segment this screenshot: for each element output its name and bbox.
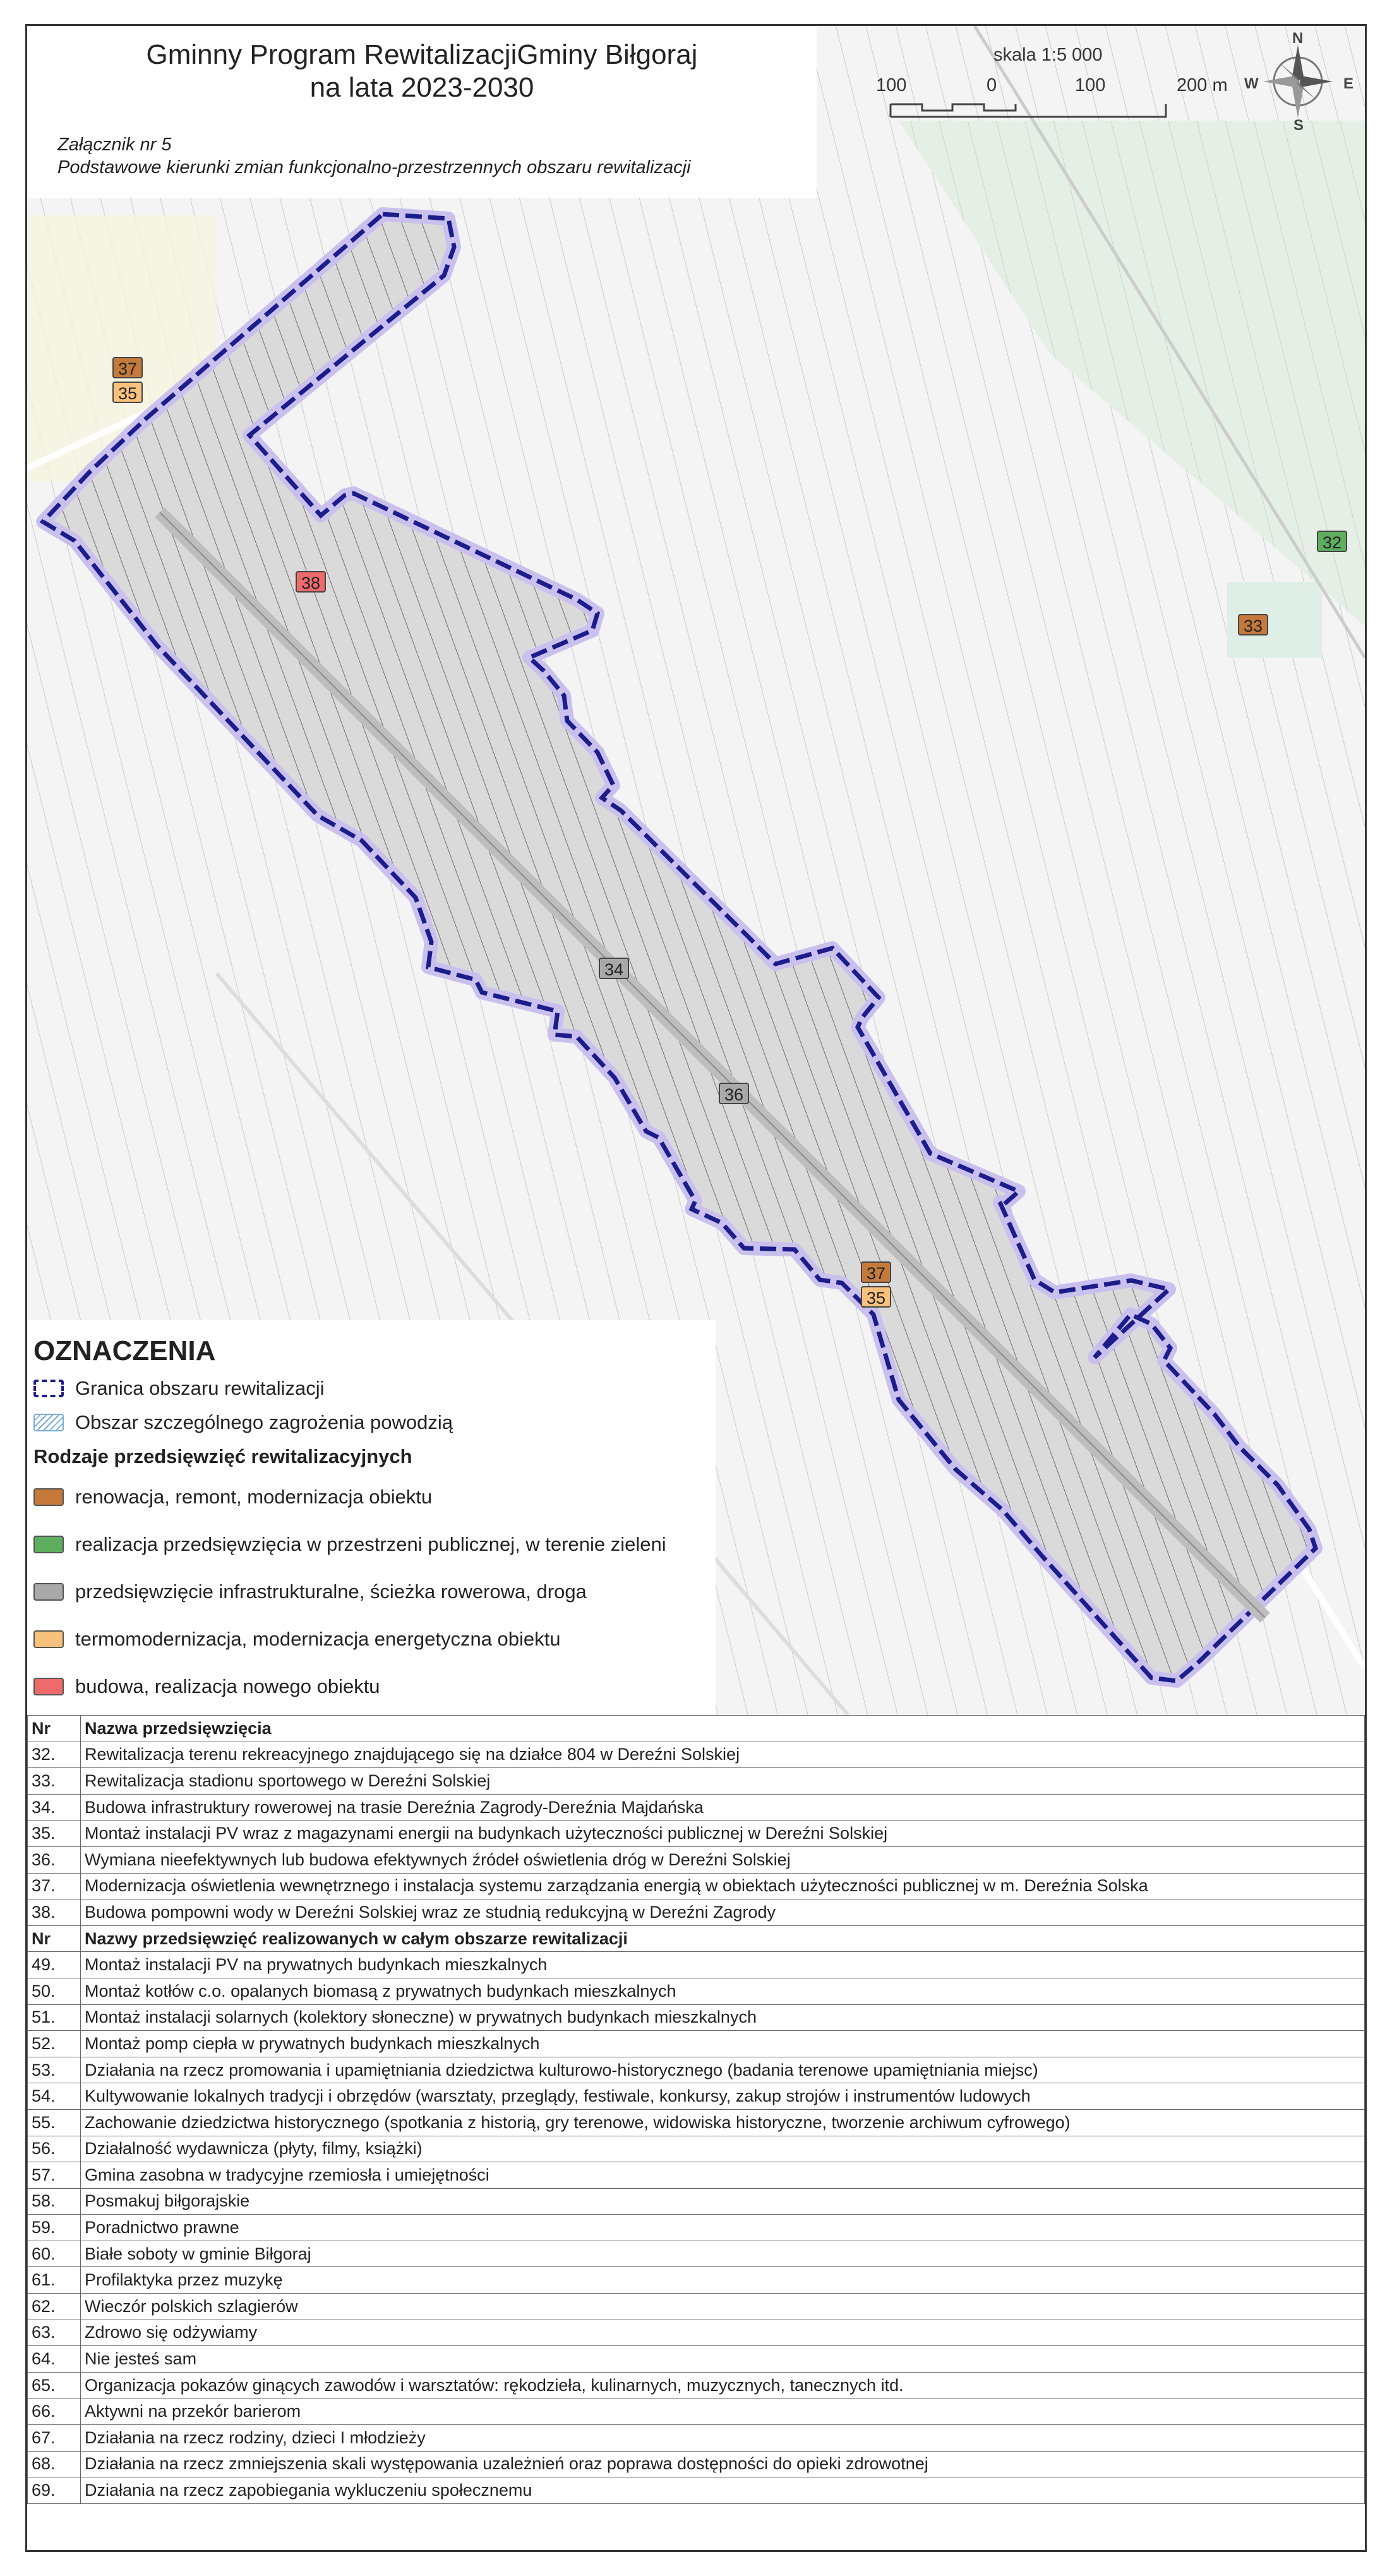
legend-type-label: realizacja przedsięwzięcia w przestrzeni publicznej, w terenie zieleni (75, 1533, 666, 1555)
row-name: Montaż instalacji PV wraz z magazynami energii na budynkach użyteczności publicznej w Dereźni Solskiej (81, 1821, 1365, 1847)
row-name: Nie jesteś sam (81, 2346, 1365, 2373)
row-nr: 50. (28, 1978, 81, 2004)
compass-n: N (1292, 30, 1304, 47)
marker-32[interactable]: 32 (1317, 531, 1347, 552)
page-frame (25, 24, 1367, 2552)
row-nr: 53. (28, 2057, 81, 2083)
marker-33[interactable]: 33 (1238, 614, 1268, 635)
row-name: Budowa pompowni wody w Dereźni Solskiej wraz ze studnią redukcyjną w Dereźni Zagrody (81, 1899, 1365, 1926)
row-name: Aktywni na przekór barierom (81, 2398, 1365, 2425)
row-nr: 57. (28, 2162, 81, 2189)
marker-37-se[interactable]: 37 (861, 1261, 891, 1283)
row-nr: 33. (28, 1768, 81, 1795)
row-name: Działania na rzecz zapobiegania wykluczeniu społecznemu (81, 2477, 1365, 2504)
row-name: Działania na rzecz zmniejszenia skali występowania uzależnień oraz poprawa dostępności do opieki zdrowotnej (81, 2451, 1365, 2477)
marker-37-nw[interactable]: 37 (112, 357, 143, 378)
row-nr: 54. (28, 2083, 81, 2110)
row-nr: 65. (28, 2372, 81, 2398)
row-name: Działania na rzecz rodziny, dzieci I młodzieży (81, 2425, 1365, 2452)
marker-38[interactable]: 38 (296, 571, 326, 593)
row-nr: 66. (28, 2398, 81, 2425)
row-name: Montaż pomp ciepła w prywatnych budynkach mieszkalnych (81, 2031, 1365, 2057)
row-name: Budowa infrastruktury rowerowej na trasie Dereźnia Zagrody-Dereźnia Majdańska (81, 1794, 1365, 1821)
scale-label: skala 1:5 000 (993, 45, 1103, 65)
row-name: Kultywowanie lokalnych tradycji i obrzędów (warsztaty, przeglądy, festiwale, konkursy, zakup strojów i instrumentów ludowych (81, 2083, 1365, 2110)
marker-35-se[interactable]: 35 (861, 1286, 891, 1308)
scale-tick: 100 (1075, 75, 1106, 95)
row-nr: 49. (28, 1952, 81, 1978)
scale-tick: 200 m (1177, 75, 1228, 95)
legend-flood-label: Obszar szczególnego zagrożenia powodzią (75, 1411, 453, 1433)
row-nr: 32. (28, 1742, 81, 1768)
row-nr: 36. (28, 1846, 81, 1873)
row-nr: 69. (28, 2477, 81, 2504)
marker-34[interactable]: 34 (599, 958, 629, 979)
legend-boundary-label: Granica obszaru rewitalizacji (75, 1377, 325, 1399)
row-nr: 52. (28, 2031, 81, 2057)
annex-subtitle: Podstawowe kierunki zmian funkcjonalno-przestrzennych obszaru rewitalizacji (57, 157, 691, 178)
row-nr: 34. (28, 1794, 81, 1821)
row-name: Wymiana nieefektywnych lub budowa efektywnych źródeł oświetlenia dróg w Dereźni Solskiej (81, 1846, 1365, 1873)
row-name: Organizacja pokazów ginących zawodów i warsztatów: rękodzieła, kulinarnych, muzycznych, tanecznych itd. (81, 2372, 1365, 2398)
row-nr: 37. (28, 1873, 81, 1899)
row-name: Rewitalizacja terenu rekreacyjnego znajdującego się na działce 804 w Dereźni Solskiej (81, 1742, 1365, 1768)
row-nr: 59. (28, 2215, 81, 2241)
row-name: Posmakuj biłgorajskie (81, 2188, 1365, 2215)
row-name: Zdrowo się odżywiamy (81, 2320, 1365, 2346)
row-name: Modernizacja oświetlenia wewnętrznego i instalacja systemu zarządzania energią w obiektach użyteczności publicznej w m. Dereźnia Solska (81, 1873, 1365, 1899)
row-nr: 67. (28, 2425, 81, 2452)
row-nr: 38. (28, 1899, 81, 1926)
compass-s: S (1293, 117, 1304, 134)
legend-type-label: budowa, realizacja nowego obiektu (75, 1675, 380, 1697)
row-nr: 62. (28, 2294, 81, 2320)
row-nr: 64. (28, 2346, 81, 2373)
row-name: Wieczór polskich szlagierów (81, 2294, 1365, 2320)
scale-tick: 0 (987, 75, 997, 95)
row-name: Zachowanie dziedzictwa historycznego (spotkania z historią, gry terenowe, widowiska historyczne, tworzenie archiwum cyfrowego) (81, 2109, 1365, 2136)
row-nr: 63. (28, 2320, 81, 2346)
row-name: Montaż instalacji PV na prywatnych budynkach mieszkalnych (81, 1952, 1365, 1978)
row-name: Gmina zasobna w tradycyjne rzemiosła i umiejętności (81, 2162, 1365, 2189)
header-name: Nazwy przedsięwzięć realizowanych w całym obszarze rewitalizacji (81, 1925, 1365, 1952)
marker-35-nw[interactable]: 35 (112, 382, 143, 403)
compass-w: W (1244, 75, 1259, 92)
row-nr: 58. (28, 2188, 81, 2215)
header-nr: Nr (28, 1925, 81, 1952)
row-name: Działalność wydawnicza (płyty, filmy, książki) (81, 2136, 1365, 2162)
scale-tick: 100 (876, 75, 907, 95)
legend-type-label: przedsięwzięcie infrastrukturalne, ścieżka rowerowa, droga (75, 1580, 587, 1603)
header-nr: Nr (28, 1716, 81, 1742)
compass-e: E (1343, 75, 1354, 92)
row-name: Montaż instalacji solarnych (kolektory słoneczne) w prywatnych budynkach mieszkalnych (81, 2004, 1365, 2031)
row-nr: 56. (28, 2136, 81, 2162)
map-title-line1: Gminny Program RewitalizacjiGminy Biłgoraj (146, 39, 698, 70)
annex-number: Załącznik nr 5 (57, 135, 172, 155)
row-nr: 68. (28, 2451, 81, 2477)
row-name: Działania na rzecz promowania i upamiętniania dziedzictwa kulturowo-historycznego (badania terenowe upamiętniania miejsc) (81, 2057, 1365, 2083)
legend-type-label: termomodernizacja, modernizacja energetyczna obiektu (75, 1628, 561, 1650)
row-name: Montaż kotłów c.o. opalanych biomasą z prywatnych budynkach mieszkalnych (81, 1978, 1365, 2004)
legend-heading: OZNACZENIA (33, 1335, 216, 1366)
row-name: Rewitalizacja stadionu sportowego w Dereźni Solskiej (81, 1768, 1365, 1795)
row-nr: 61. (28, 2267, 81, 2294)
row-nr: 60. (28, 2241, 81, 2267)
header-name: Nazwa przedsięwzięcia (81, 1716, 1365, 1742)
legend-types-heading: Rodzaje przedsięwzięć rewitalizacyjnych (33, 1445, 412, 1467)
legend-type-label: renowacja, remont, modernizacja obiektu (75, 1486, 433, 1508)
row-nr: 55. (28, 2109, 81, 2136)
map-title-line2: na lata 2023-2030 (309, 72, 534, 103)
row-name: Profilaktyka przez muzykę (81, 2267, 1365, 2294)
row-nr: 35. (28, 1821, 81, 1847)
row-name: Poradnictwo prawne (81, 2215, 1365, 2241)
row-nr: 51. (28, 2004, 81, 2031)
marker-36[interactable]: 36 (719, 1083, 749, 1104)
row-name: Białe soboty w gminie Biłgoraj (81, 2241, 1365, 2267)
